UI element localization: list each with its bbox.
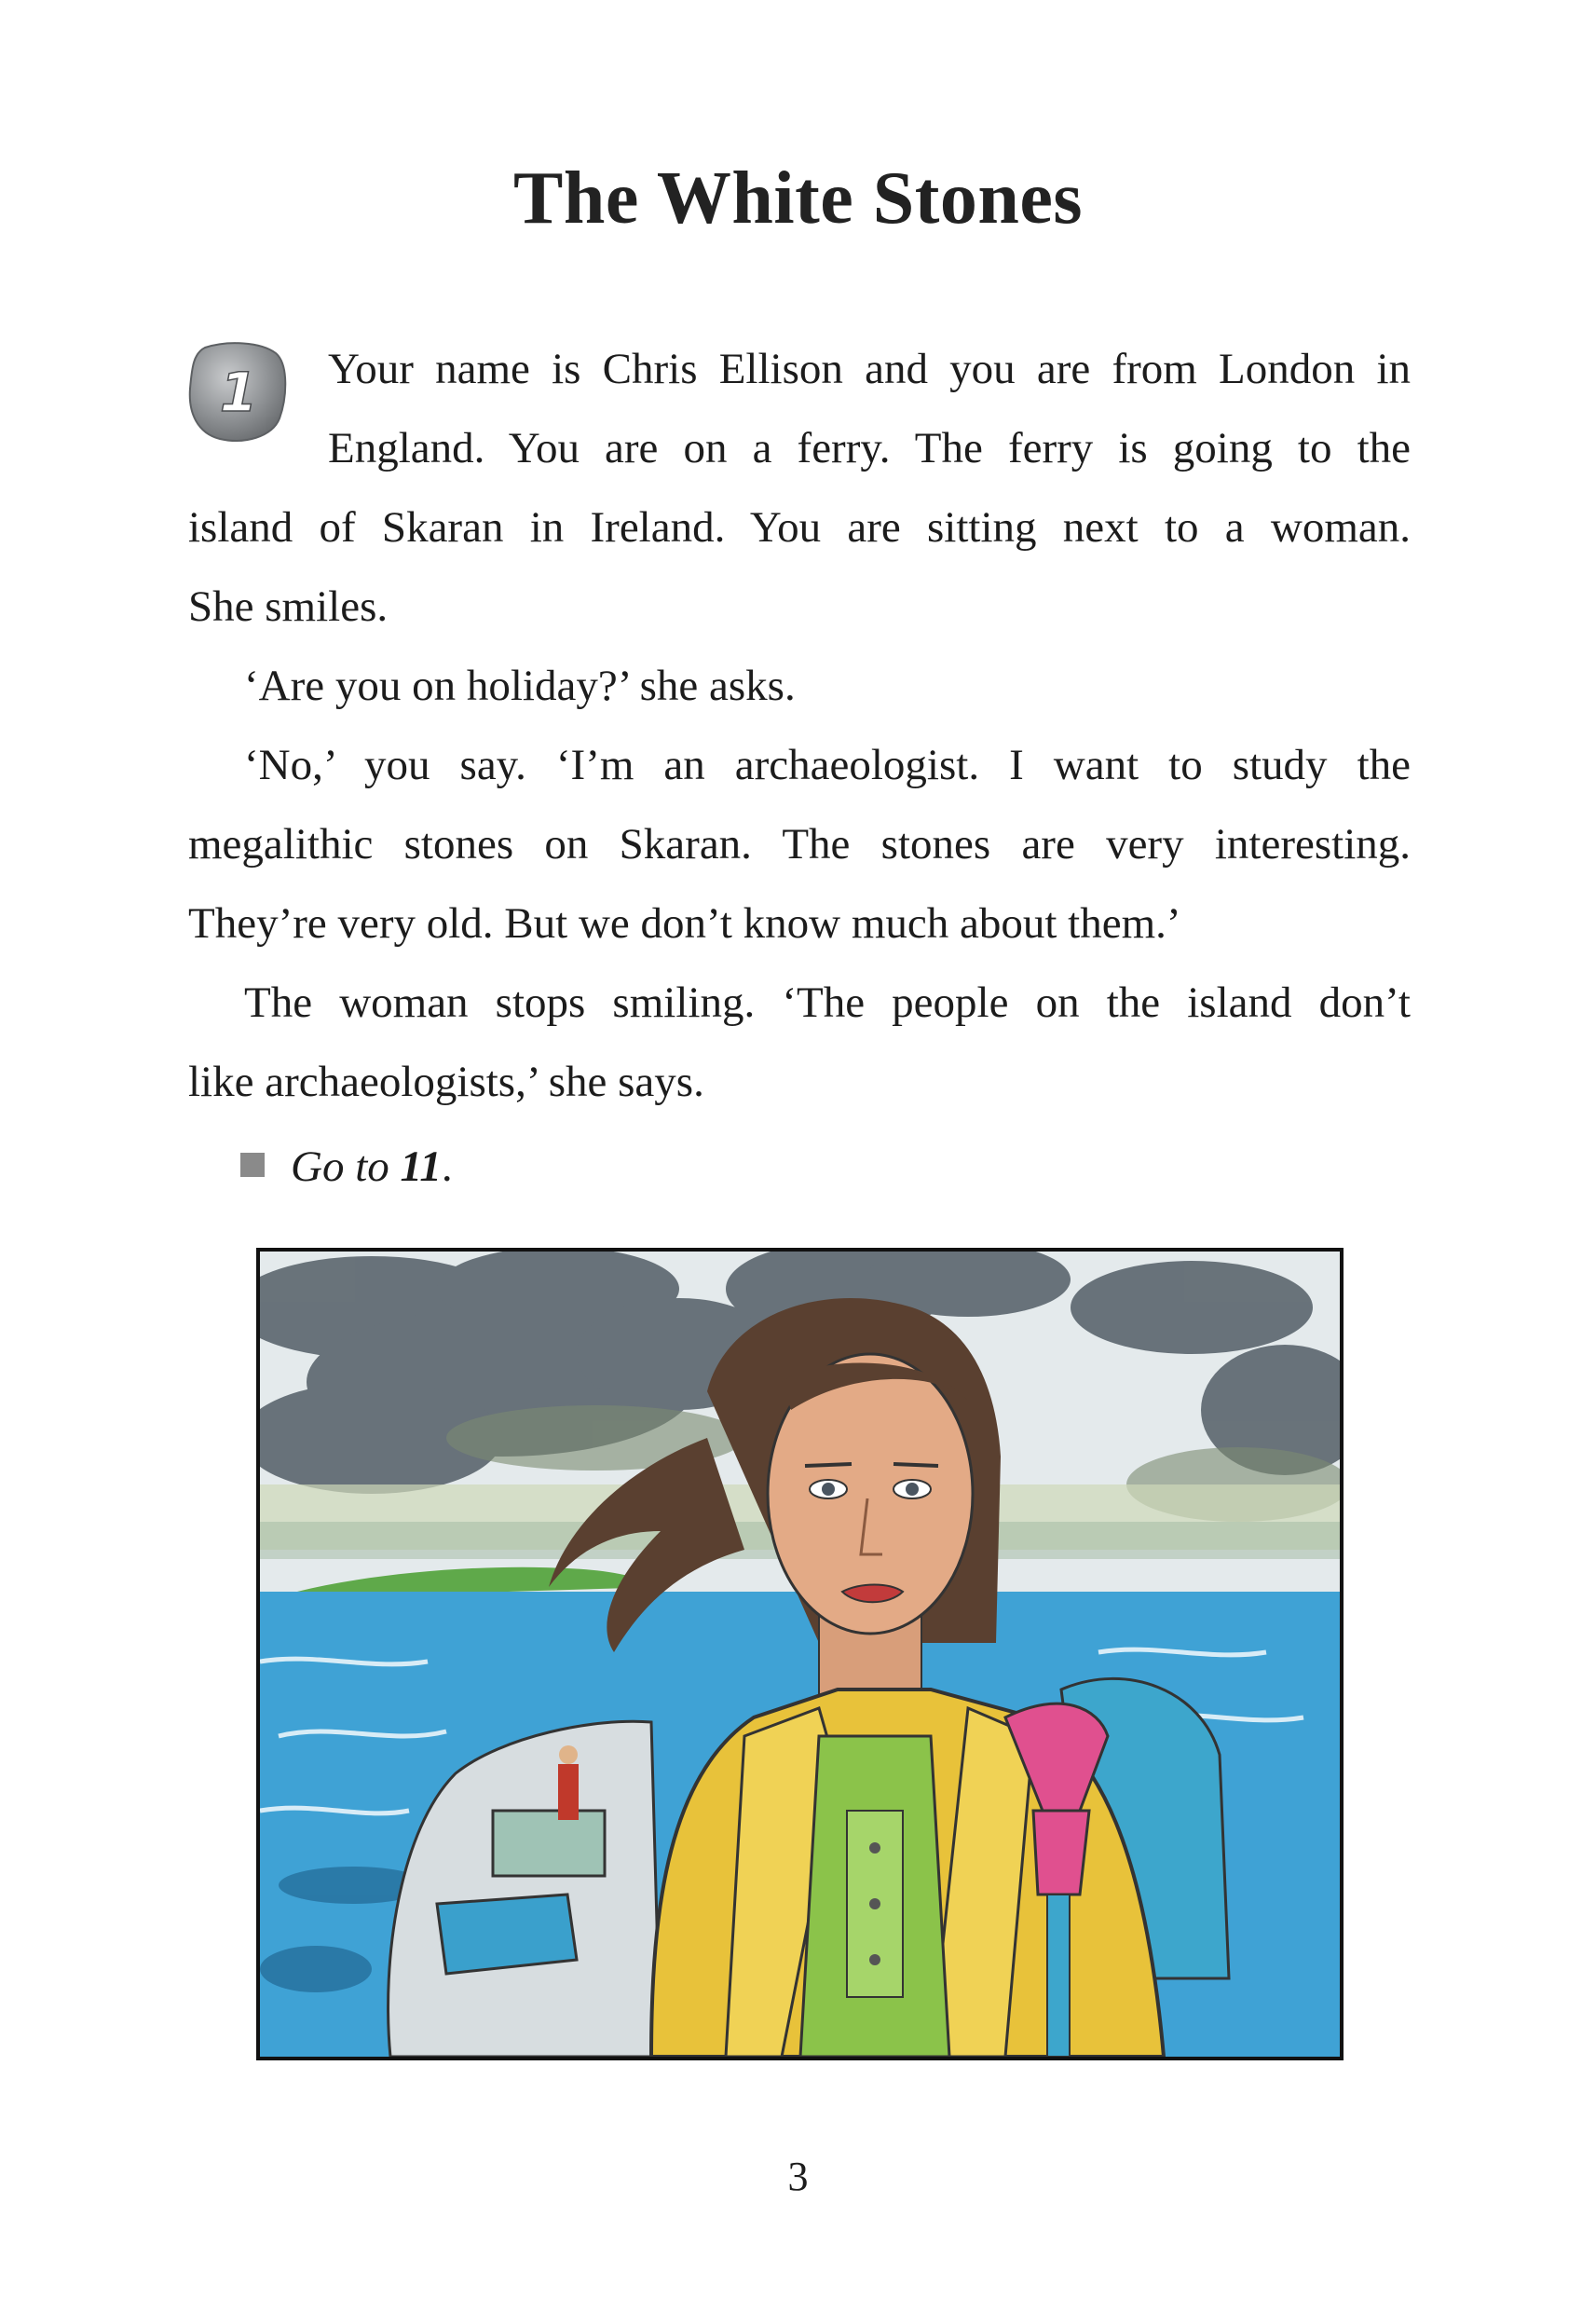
paragraph-holiday-question — [188, 647, 1411, 726]
goto-period: . — [441, 1142, 453, 1191]
goto-section-number[interactable]: 11 — [400, 1142, 442, 1191]
bullet-square-icon — [240, 1153, 265, 1177]
paragraph-line: The woman stops smiling. ‘The people on the island don’t — [244, 978, 1411, 1027]
paragraph-line: She smiles. — [188, 582, 389, 631]
paragraph-line: Your name is Chris Ellison and you are from London in — [328, 345, 1411, 393]
paragraph-archaeologist — [188, 726, 1411, 964]
paragraph-line: ‘Are you on holiday?’ she asks. — [244, 662, 796, 710]
paragraph-line: ‘No,’ you say. ‘I’m an archaeologist. I want to study the — [244, 741, 1411, 789]
page-title: The White Stones — [512, 157, 1084, 239]
paragraph-intro — [188, 330, 1411, 647]
story-illustration-ferry-woman — [256, 1248, 1344, 2060]
paragraph-woman-reply — [188, 964, 1411, 1122]
page-number: 3 — [787, 2154, 809, 2199]
goto-label: Go to — [291, 1142, 389, 1191]
paragraph-line: megalithic stones on Skaran. The stones are very interesting. — [188, 820, 1411, 869]
paragraph-line: England. You are on a ferry. The ferry is going to the — [328, 424, 1411, 472]
section-number: 1 — [219, 361, 258, 424]
goto-instruction[interactable] — [240, 1128, 453, 1207]
paragraph-line: They’re very old. But we don’t know much about them.’ — [188, 899, 1181, 948]
paragraph-line: island of Skaran in Ireland. You are sitting next to a woman. — [188, 503, 1411, 552]
paragraph-line: like archaeologists,’ she says. — [188, 1058, 704, 1106]
